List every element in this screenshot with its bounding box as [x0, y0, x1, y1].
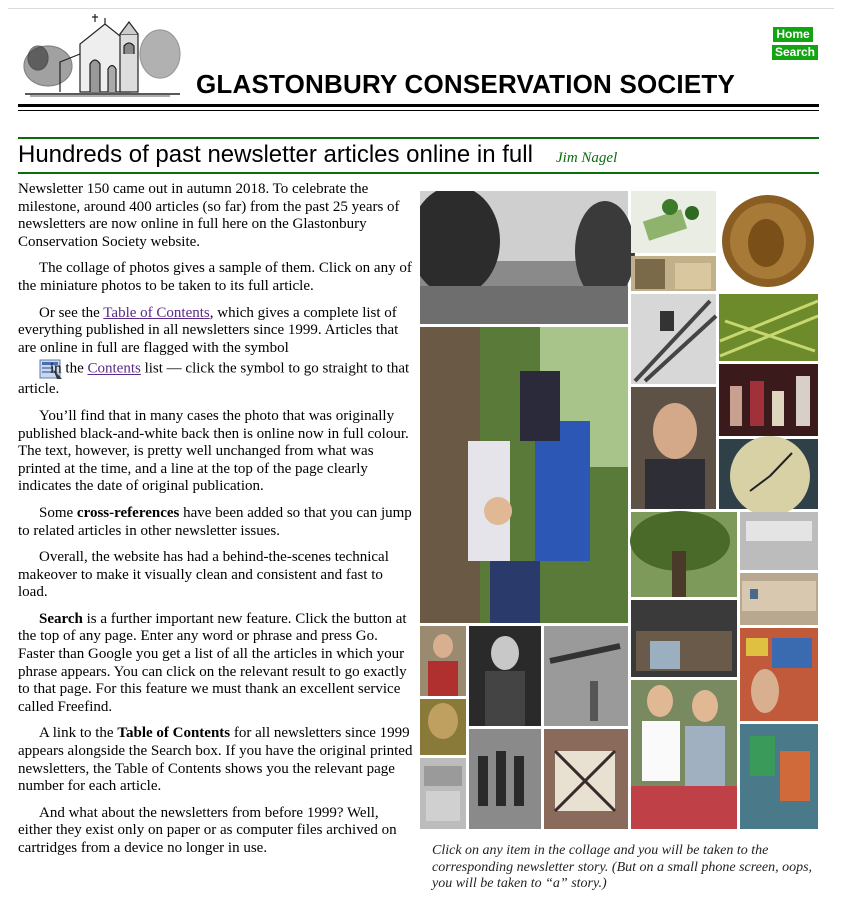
collage-photo-art[interactable]	[740, 628, 818, 721]
top-border	[8, 8, 834, 9]
title-rule-top	[18, 137, 819, 139]
title-rule-bottom	[18, 172, 819, 174]
cross-references-bold: cross-references	[76, 504, 180, 521]
collage-photo-scaffold[interactable]	[631, 294, 716, 384]
p7-text-post: is a further important new feature. Click the button at the top of any page. Enter any word or phrase and press Go. Faster than Google you get a list of all the articles in which your phrase appears. You can click on the relevant result to go exactly to that page. For this feature we must thank an excellent service called Freefind.	[18, 610, 407, 715]
search-button[interactable]: Search	[772, 45, 818, 60]
collage-caption: Click on any item in the collage and you will be taken to the corresponding newsletter story. (But on a small phone screen, oops, you will be taken to “a” story.)	[432, 843, 813, 891]
p3-text-mid: , which gives a complete list of everything published in all newsletters since 1999. Articles that are online in full are flagged with the symbol	[18, 304, 399, 356]
collage-photo-reeds[interactable]	[719, 294, 818, 361]
article-title: Hundreds of past newsletter articles online in full	[18, 141, 533, 168]
header-rule-thin	[18, 110, 819, 111]
home-button[interactable]: Home	[773, 27, 813, 42]
paragraph-8	[18, 725, 413, 795]
search-bold: Search	[39, 610, 83, 627]
table-of-contents-bold: Table of Contents	[117, 725, 231, 742]
collage-photo-theatre[interactable]	[719, 364, 818, 436]
article-author: Jim Nagel	[556, 150, 618, 166]
p3-text-post: list — click the symbol to go straight to that article.	[18, 360, 410, 398]
paragraph-1: Newsletter 150 came out in autumn 2018. To celebrate the milestone, around 400 articles (so far) from the past 25 years of newsletters are now online in full here on the Glastonbury Conservation Society website.	[18, 181, 400, 250]
collage-photo-hall[interactable]	[740, 512, 818, 570]
collage-photo-oak[interactable]	[630, 511, 737, 597]
collage-photo-landscape[interactable]	[420, 191, 635, 324]
p3-text-in-the: in the	[50, 360, 88, 377]
collage-photo-tudor[interactable]	[544, 729, 628, 829]
table-of-contents-link[interactable]: Table of Contents	[103, 304, 210, 321]
photo-collage[interactable]	[420, 191, 818, 829]
site-title: GLASTONBURY CONSERVATION SOCIETY	[196, 69, 735, 99]
collage-photo-couple[interactable]	[631, 680, 737, 829]
collage-photo-man-badge[interactable]	[420, 626, 466, 696]
collage-photo-gardener[interactable]	[420, 699, 466, 755]
paragraph-5	[18, 505, 413, 540]
online-article-icon[interactable]	[18, 359, 42, 381]
p5-text-pre: Some	[39, 504, 77, 521]
collage-photo-model[interactable]	[631, 191, 716, 253]
collage-photo-mural[interactable]	[740, 724, 818, 829]
collage-photo-street[interactable]	[740, 573, 818, 625]
collage-photo-clock[interactable]	[719, 436, 818, 516]
collage-photo-shop[interactable]	[631, 600, 737, 677]
paragraph-7	[18, 611, 413, 717]
p5-text-post: have been added so that you can jump to related articles in other newsletter issues.	[18, 504, 412, 539]
collage-photo-group[interactable]	[469, 729, 541, 829]
p8-text-pre: A link to the	[39, 725, 118, 742]
collage-photo-skateboard[interactable]	[544, 626, 628, 726]
p8-text-post: for all newsletters since 1999 appears alongside the Search box. If you have the original printed newsletters, the Table of Contents shows you the relevant page number for each article.	[18, 725, 413, 795]
paragraph-4: You’ll find that in many cases the photo that was originally published black-and-white back then is online now in full colour. The text, however, is pretty well unchanged from what was printed at the time, and a line at the top of the page clearly indicates the date of original publication.	[18, 407, 409, 495]
paragraph-6: Overall, the website has had a behind-the-scenes technical makeover to make it visually clean and consistent and fast to load.	[18, 549, 389, 601]
collage-photo-coin[interactable]	[719, 191, 818, 291]
collage-photo-speaker[interactable]	[469, 626, 541, 726]
collage-photo-tree-people[interactable]	[420, 327, 628, 623]
collage-photo-buildings[interactable]	[631, 256, 716, 291]
paragraph-3	[18, 305, 413, 399]
header-rule-thick	[18, 104, 819, 107]
contents-link[interactable]: Contents	[87, 360, 141, 377]
collage-photo-portrait[interactable]	[631, 387, 716, 509]
paragraph-9: And what about the newsletters from before 1999? Well, either they exist only on paper or as computer files archived on cartridges from a device no longer in use.	[18, 804, 397, 856]
p3-text-pre: Or see the	[39, 304, 104, 321]
paragraph-2: The collage of photos gives a sample of them. Click on any of the miniature photos to be taken to its full article.	[18, 260, 412, 294]
church-sketch-logo-icon[interactable]	[20, 14, 185, 97]
article-body	[18, 181, 413, 867]
collage-photo-small-archive[interactable]	[420, 758, 466, 829]
